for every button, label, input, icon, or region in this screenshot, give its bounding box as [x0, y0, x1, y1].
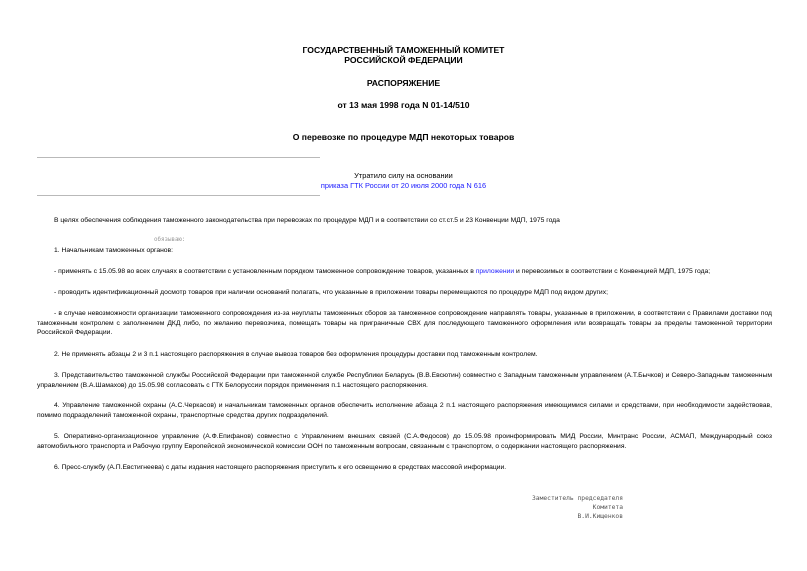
item-1: 1. Начальникам таможенных органов: [54, 247, 174, 254]
item-1-b: - проводить идентификационный досмотр товаров при наличии оснований полагать, что указанные в приложении товары перемещаются по процедуре МДП под видом других; [54, 289, 608, 296]
item-4: 4. Управление таможенной охраны (А.С.Черкасов) и начальникам таможенных органов обеспечить исполнение абзаца 2 п.1 настоящего распоряжения имеющимися силами и средствами, при необходимости задействовав, помимо подразделений таможенной охраны, транспортные средства других подразделений. [37, 402, 772, 419]
divider-bottom [37, 195, 320, 196]
signature-block [532, 494, 623, 522]
preamble: В целях обеспечения соблюдения таможенного законодательства при перевозках по процедуре МДП и в соответствии со ст.ст.5 и 23 Конвенции МДП, 1975 года [54, 217, 560, 224]
divider-top [37, 157, 320, 158]
org-name-line1: ГОСУДАРСТВЕННЫЙ ТАМОЖЕННЫЙ КОМИТЕТ [302, 45, 505, 55]
document-title: О перевозке по процедуре МДП некоторых товаров [292, 132, 515, 142]
item-2: 2. Не применять абзацы 2 и 3 п.1 настоящего распоряжения в случае вывоза товаров без оформления процедуры доставки под таможенным контролем. [54, 351, 538, 358]
item-1-a [37, 267, 772, 277]
document-type: РАСПОРЯЖЕНИЕ [366, 78, 441, 88]
obliges-word: обязываю: [154, 237, 186, 243]
status-note-text: Утратило силу на основании [354, 171, 453, 180]
org-name-line2: РОССИЙСКОЙ ФЕДЕРАЦИИ [344, 55, 463, 65]
signature-name: В.И.Кищенков [577, 513, 623, 521]
signature-org: Комитета [592, 504, 623, 512]
item-5: 5. Оперативно-организационное управление (А.Ф.Епифанов) совместно с Управлением внешних связей (С.А.Федосов) до 15.05.98 проинформировать МИД России, Минтранс России, АСМАП, Международный союз автомобильного транспорта и Рабочую группу Европейской экономической комиссии ООН по таможенным вопросам, связанным с транспортом, о содержании настоящего распоряжения. [37, 433, 772, 450]
signature-position: Заместитель председателя [532, 495, 623, 502]
status-note-link[interactable]: приказа ГТК России от 20 июля 2000 года N 616 [320, 181, 487, 190]
item-1-c: - в случае невозможности организации таможенного сопровождения из-за неуплаты таможенных сборов за таможенное сопровождение направлять товары, указанные в приложении, в соответствии с Правилами доставки под таможенным контролем с заполнением ДКД либо, по желанию перевозчика, помещать товары на приграничные СВХ для последующего таможенного оформления или возвращать товары за пределы таможенной территории Российской Федерации. [37, 310, 772, 337]
item-3: 3. Представительство таможенной службы Российской Федерации при таможенной службе Республики Беларусь (В.В.Евсютин) совместно с Западным таможенным управлением (А.Т.Бычков) и Северо-Западным таможенным управлением (В.А.Шамахов) до 15.05.98 согласовать с ГТК Белоруссии порядок применения п.1 настоящего распоряжения. [37, 372, 772, 389]
item-1-a-before: - применять с 15.05.98 во всех случаях в соответствии с установленным порядком таможенное сопровождение товаров, указанных в [54, 268, 474, 275]
status-note [0, 181, 807, 190]
item-6: 6. Пресс-службу (А.П.Евстигнеева) с даты издания настоящего распоряжения приступить к его освещению в средствах массовой информации. [54, 464, 507, 471]
document-date-number: от 13 мая 1998 года N 01-14/510 [337, 100, 470, 110]
appendix-link[interactable]: приложении [475, 268, 515, 275]
item-1-a-after: и перевозимых в соответствии с Конвенцией МДП, 1975 года; [516, 268, 711, 275]
